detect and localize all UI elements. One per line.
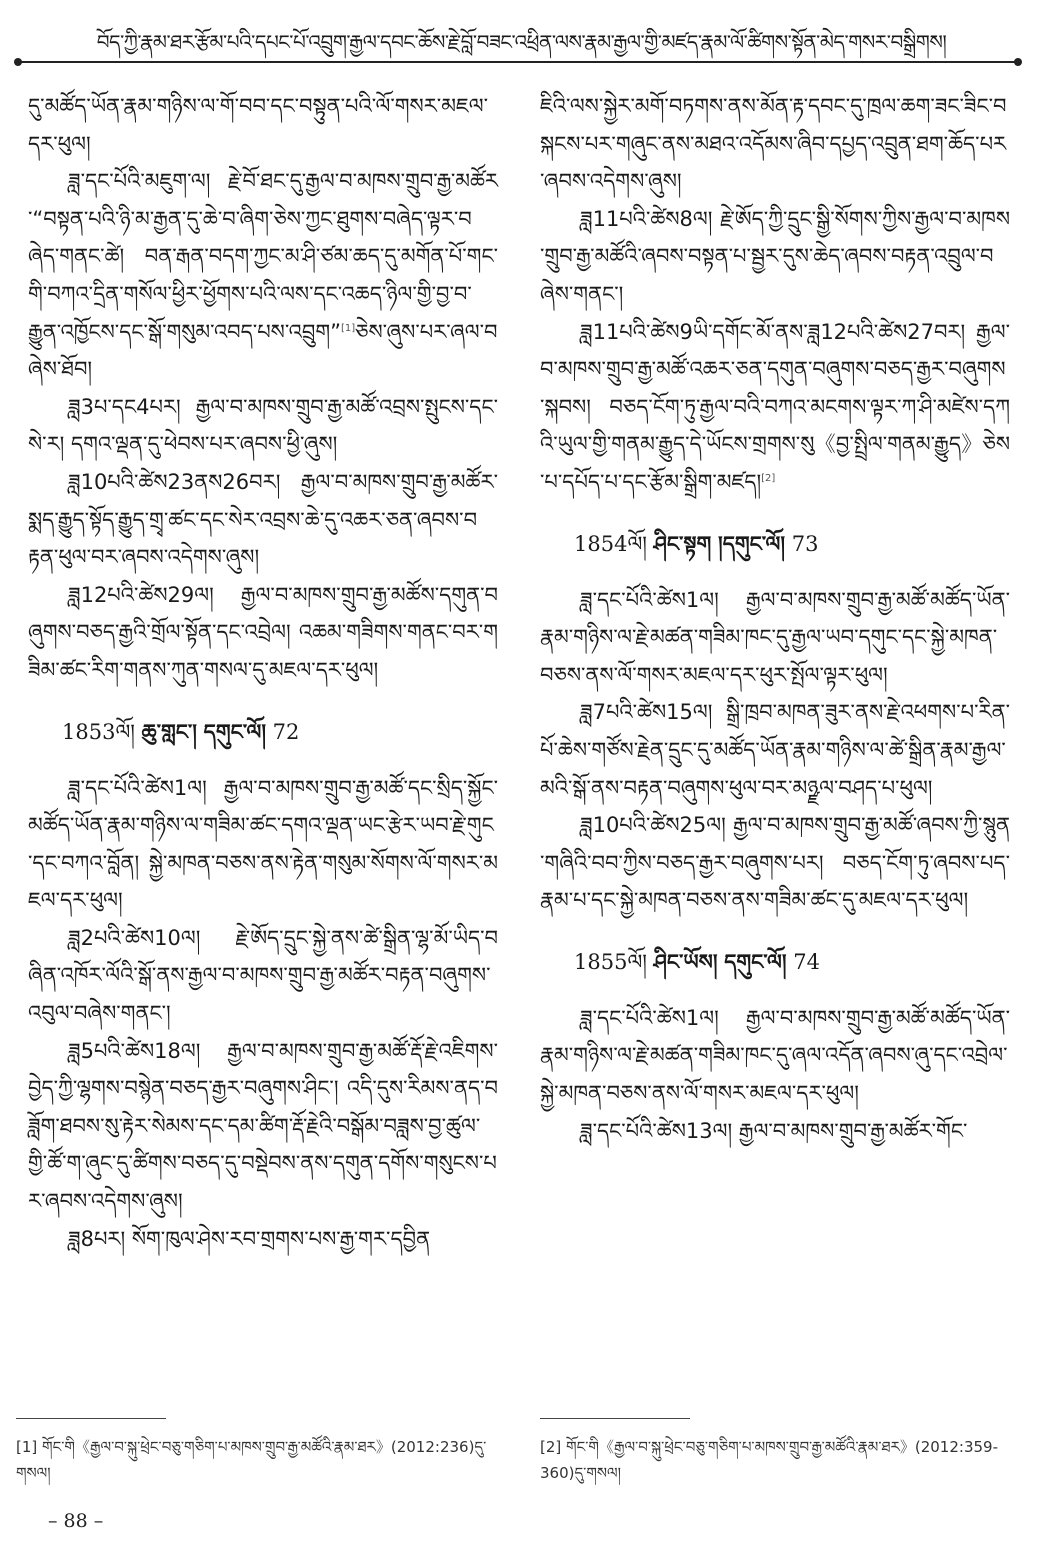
- paragraph: ཟླ7པའི་ཚེས15ལ། སྒྲི་ཁྲབ་མཁན་ཟུར་ནས་རྗེ་འཕགས་པ་རིན་པོ་ཆེས་གཙོས་རྗེན་དྲུང་དུ་མཚོད་ཡོན་རྣམ་གཉིས་ལ་ཚེ་སྒྲིན་རྣམ་རྒྱལ་མའི་སྒོ་ནས་བརྟན་བཞུགས་ཕུལ་བར་མཉྫལ་བཤད་པ་ཕུལ།: [540, 700, 1010, 800]
- year-label: 1855ལོ།: [574, 949, 647, 974]
- age-value: 72: [272, 719, 300, 744]
- year-name: ཤིང་སྟག: [653, 531, 712, 556]
- page-number: – 88 –: [48, 1510, 104, 1532]
- footnote-marker[interactable]: [1]: [340, 322, 356, 334]
- running-head: བོད་ཀྱི་རྣམ་ཐར་རྩོམ་པའི་དཔང་པོ་འབྲུག་རྒྱལ་དབང་ཆོས་རྗེ་བློ་བཟང་འཕྲིན་ལས་རྣམ་རྒྱལ་གྱི་མཛད་རྣམ་ལོ་ཚིགས་སྟོན་མེད་གསར་བསྒྲིགས།: [96, 30, 947, 54]
- paragraph: ཟླ་དང་པོའི་ཚེས1ལ། རྒྱལ་བ་མཁས་གྲུབ་རྒྱ་མཚོ་དང་སྲིད་སྐྱོང་མཚོད་ཡོན་རྣམ་གཉིས་ལ་གཟིམ་ཚང་དགའ་ལྡན་ཡང་རྩེར་ཡབ་རྗེ་གུང་དང་བཀའ་བློན། སྐྱེ་མཁན་བཅས་ནས་རྟེན་གསུམ་སོགས་ལོ་གསར་མཇལ་དར་ཕུལ།: [28, 775, 498, 913]
- paragraph-text: 《བྱ་སྤྲིལ་གནམ་རྒྱུད》ཅེས་པ་དཔོད་པ་དང་རྩོམ་སྒྲིག་མཛད།: [540, 432, 1010, 494]
- paragraph: ཟླ་དང་པོའི་ཚེས1ལ། རྒྱལ་བ་མཁས་གྲུབ་རྒྱ་མཚོ་མཚོད་ཡོན་རྣམ་གཉིས་ལ་རྗེ་མཚན་གཟིམ་ཁང་དུ་ཞལ་འདོན་ཞབས་ཞུ་དང་འབྲེལ་སྐྱེ་མཁན་བཅས་ནས་ལོ་གསར་མཇལ་དར་ཕུལ།: [540, 1005, 1010, 1106]
- age-value: 73: [791, 531, 819, 556]
- footnote-marker[interactable]: [2]: [761, 472, 776, 484]
- paragraph: ཇིའི་ལས་སྐྱེར་མགོ་བཏགས་ནས་མོན་རྟ་དབང་དུ་ཁྲལ་ཆག་ཟང་ཟིང་བསྐངས་པར་གཞུང་ནས་མཐའ་འདོམས་ཞིབ་དཔྱད་འབྲུན་ཐག་ཆོད་པར་ཞབས་འདེགས་ཞུས།: [540, 94, 1007, 194]
- paragraph: ཟླ10པའི་ཚེས23ནས26བར། རྒྱལ་བ་མཁས་གྲུབ་རྒྱ་མཚོར་སྨད་རྒྱུད་སྟོད་རྒྱུད་གྲྭ་ཚང་དང་སེར་འབྲས་ཆེ་དུ་འཆར་ཅན་ཞབས་བརྟན་ཕུལ་བར་ཞབས་འདེགས་ཞུས།: [28, 469, 498, 570]
- paragraph: [540, 314, 1010, 502]
- year-label: 1854ལོ།: [574, 531, 647, 556]
- paragraph-text: ཅེས་ཞུས་པར་ཞལ་བཞེས་ཐོབ།: [28, 319, 498, 382]
- footnote-1: [1] གོང་གི《རྒྱལ་བ་སྐུ་ཕྲེང་བཅུ་གཅིག་པ་མཁས་གྲུབ་རྒྱ་མཚོའི་རྣམ་ཐར》(2012:236)དུ་གསལ།: [16, 1438, 487, 1482]
- age-label: །དགུང་ལོ།: [718, 531, 786, 556]
- year-name: ཤིང་ཡོས།: [653, 949, 718, 974]
- year-heading-1855: [540, 946, 1010, 978]
- year-heading-1853: [28, 716, 498, 748]
- paragraph: ཟླ11པའི་ཚེས8ལ། རྗེ་ཨོད་ཀྱི་དྲུང་སྒྱི་སོགས་ཀྱིས་རྒྱལ་བ་མཁས་གྲུབ་རྒྱ་མཚོའི་ཞབས་བསྟན་པ་སྦྱར་དུས་ཆེད་ཞབས་བརྟན་འབྲུལ་བཞེས་གནང་།: [540, 206, 1010, 306]
- paragraph: [28, 163, 498, 389]
- paragraph-text: ཟླ་དང་པོའི་མཇུག་ལ། རྗེ་བོ་ཐང་དུ་རྒྱལ་བ་མཁས་གྲུབ་རྒྱ་མཚོར་“བསྟན་པའི་ཉི་མ་རྒྱན་དུ་ཆེ་བ་ཞིག་ཅེས་ཀྱང་ཐུགས་བཞེད་ལྟར་བཞེད་གནང་ཚེ། བན་རྒན་བདག་ཀྱང་མ་ཤི་ཙམ་ཆད་དུ་མགོན་པོ་གང་གི་བཀའ་དྲིན་གསོལ་ཕྱིར་ཕྱོགས་པའི་ལས་དང་འཆད་ཉིལ་གྱི་བྱ་བ་རྒྱུན་འཁྱོངས་དང་སྒོ་གསུམ་འབད་པས་འབྲུག”: [28, 169, 498, 344]
- paragraph: ཟླ3པ་དང4པར། རྒྱལ་བ་མཁས་གྲུབ་རྒྱ་མཚོ་འབྲས་སྤུངས་དང་སེ་ར། དགའ་ལྡན་དུ་ཕེབས་པར་ཞབས་ཕྱི་ཞུས།: [28, 394, 498, 457]
- paragraph: ཟླ8པར། སོག་ཁུལ་ཤེས་རབ་གྲགས་པས་རྒྱ་གར་དབྱིན: [68, 1226, 431, 1251]
- paragraph: ཟླ12པའི་ཚེས29ལ། རྒྱལ་བ་མཁས་གྲུབ་རྒྱ་མཚོས་དགུན་བཞུགས་བཅད་རྒྱའི་གྲོལ་སྟོན་དང་འབྲེལ། འཆམ་གཟིགས་གནང་བར་གཟིམ་ཚང་རིག་གནས་ཀུན་གསལ་དུ་མཇལ་དར་ཕུལ།: [28, 582, 498, 682]
- year-heading-1854: [540, 528, 1010, 560]
- footnote-rule: [16, 1418, 166, 1419]
- left-column: [28, 88, 498, 1258]
- right-column: [540, 88, 1010, 1150]
- header-rule: [18, 61, 1018, 63]
- paragraph: ཟླ་དང་པོའི་ཚེས1ལ། རྒྱལ་བ་མཁས་གྲུབ་རྒྱ་མཚོ་མཚོད་ཡོན་རྣམ་གཉིས་ལ་རྗེ་མཚན་གཟིམ་ཁང་དུ་རྒྱལ་ཡབ་དགུང་དང་སྐྱེ་མཁན་བཅས་ནས་ལོ་གསར་མཇལ་དར་ཕུར་སྤོལ་ལྟར་ཕུལ།: [540, 587, 1010, 687]
- age-label: དགུང་ལོ།: [203, 719, 266, 744]
- paragraph: ཟླ10པའི་ཚེས25ལ། རྒྱལ་བ་མཁས་གྲུབ་རྒྱ་མཚོ་ཞབས་ཀྱི་སྙུན་གཞིའི་བབ་ཀྱིས་བཅད་རྒྱར་བཞུགས་པར། བཅད་ངོག་ཏུ་ཞབས་པད་རྣམ་པ་དང་སྐྱེ་མཁན་བཅས་ནས་གཟིམ་ཚང་དུ་མཇལ་དར་ཕུལ།: [540, 813, 1010, 913]
- age-value: 74: [793, 949, 820, 974]
- year-name: ཆུ་གླང་།: [141, 719, 197, 744]
- footnote-rule: [540, 1418, 690, 1419]
- paragraph: ཟླ2པའི་ཚེས10ལ། རྗེ་ཨོད་དྲུང་སྐྱེ་ནས་ཚེ་སྒྲིན་ལྷ་མོ་ཡིད་བཞིན་འཁོར་ལོའི་སྒོ་ནས་རྒྱལ་བ་མཁས་གྲུབ་རྒྱ་མཚོར་བརྟན་བཞུགས་འབུལ་བཞེས་གནང་།: [28, 925, 498, 1026]
- paragraph: ཟླ་དང་པོའི་ཚེས13ལ། རྒྱལ་བ་མཁས་གྲུབ་རྒྱ་མཚོར་གོང་: [580, 1118, 968, 1143]
- year-label: 1853ལོ།: [62, 719, 135, 744]
- footnote-2: [2] གོང་གི《རྒྱལ་བ་སྐུ་ཕྲེང་བཅུ་གཅིག་པ་མཁས་གྲུབ་རྒྱ་མཚོའི་རྣམ་ཐར》(2012:359-360)དུ་གསལ།: [540, 1438, 998, 1482]
- paragraph-text: ཟླ11པའི་ཚེས9ཡི་དགོང་མོ་ནས་ཟླ12པའི་ཚེས27བར། རྒྱལ་བ་མཁས་གྲུབ་རྒྱ་མཚོ་འཆར་ཅན་དགུན་བཞུགས་བཅད་རྒྱར་བཞུགས་སྐབས། བཅད་ངོག་ཏུ་རྒྱལ་བའི་བཀའ་མངགས་ལྟར་ཀ་ཤི་མཛེས་དཀའི་ཡུལ་གྱི་གནམ་རྒྱུད་དེ་ཡོངས་གྲགས་སུ: [540, 319, 1010, 457]
- paragraph: ཟླ5པའི་ཚེས18ལ། རྒྱལ་བ་མཁས་གྲུབ་རྒྱ་མཚོ་རྡོ་རྗེ་འཇིགས་བྱེད་ཀྱི་ལྷགས་བསྙེན་བཅད་རྒྱར་བཞུགས་ཤིང་། འདི་དུས་རིམས་ནད་བཟློག་ཐབས་སུ་རྟེར་སེམས་དང་དམ་ཚིག་རྡོ་རྗེའི་བསྒོམ་བཟླས་བྱ་ཚུལ་གྱི་ཚོ་ག་ཞུང་དུ་ཚིགས་བཅད་དུ་བསྡེབས་ནས་དགུན་དགོས་གསུངས་པར་ཞབས་འདེགས་ཞུས།: [28, 1038, 498, 1214]
- paragraph: དུ་མཚོད་ཡོན་རྣམ་གཉིས་ལ་གོ་བབ་དང་བསྟུན་པའི་ལོ་གསར་མཇལ་དར་ཕུལ།: [28, 94, 489, 156]
- age-label: དགུང་ལོ།: [724, 949, 787, 974]
